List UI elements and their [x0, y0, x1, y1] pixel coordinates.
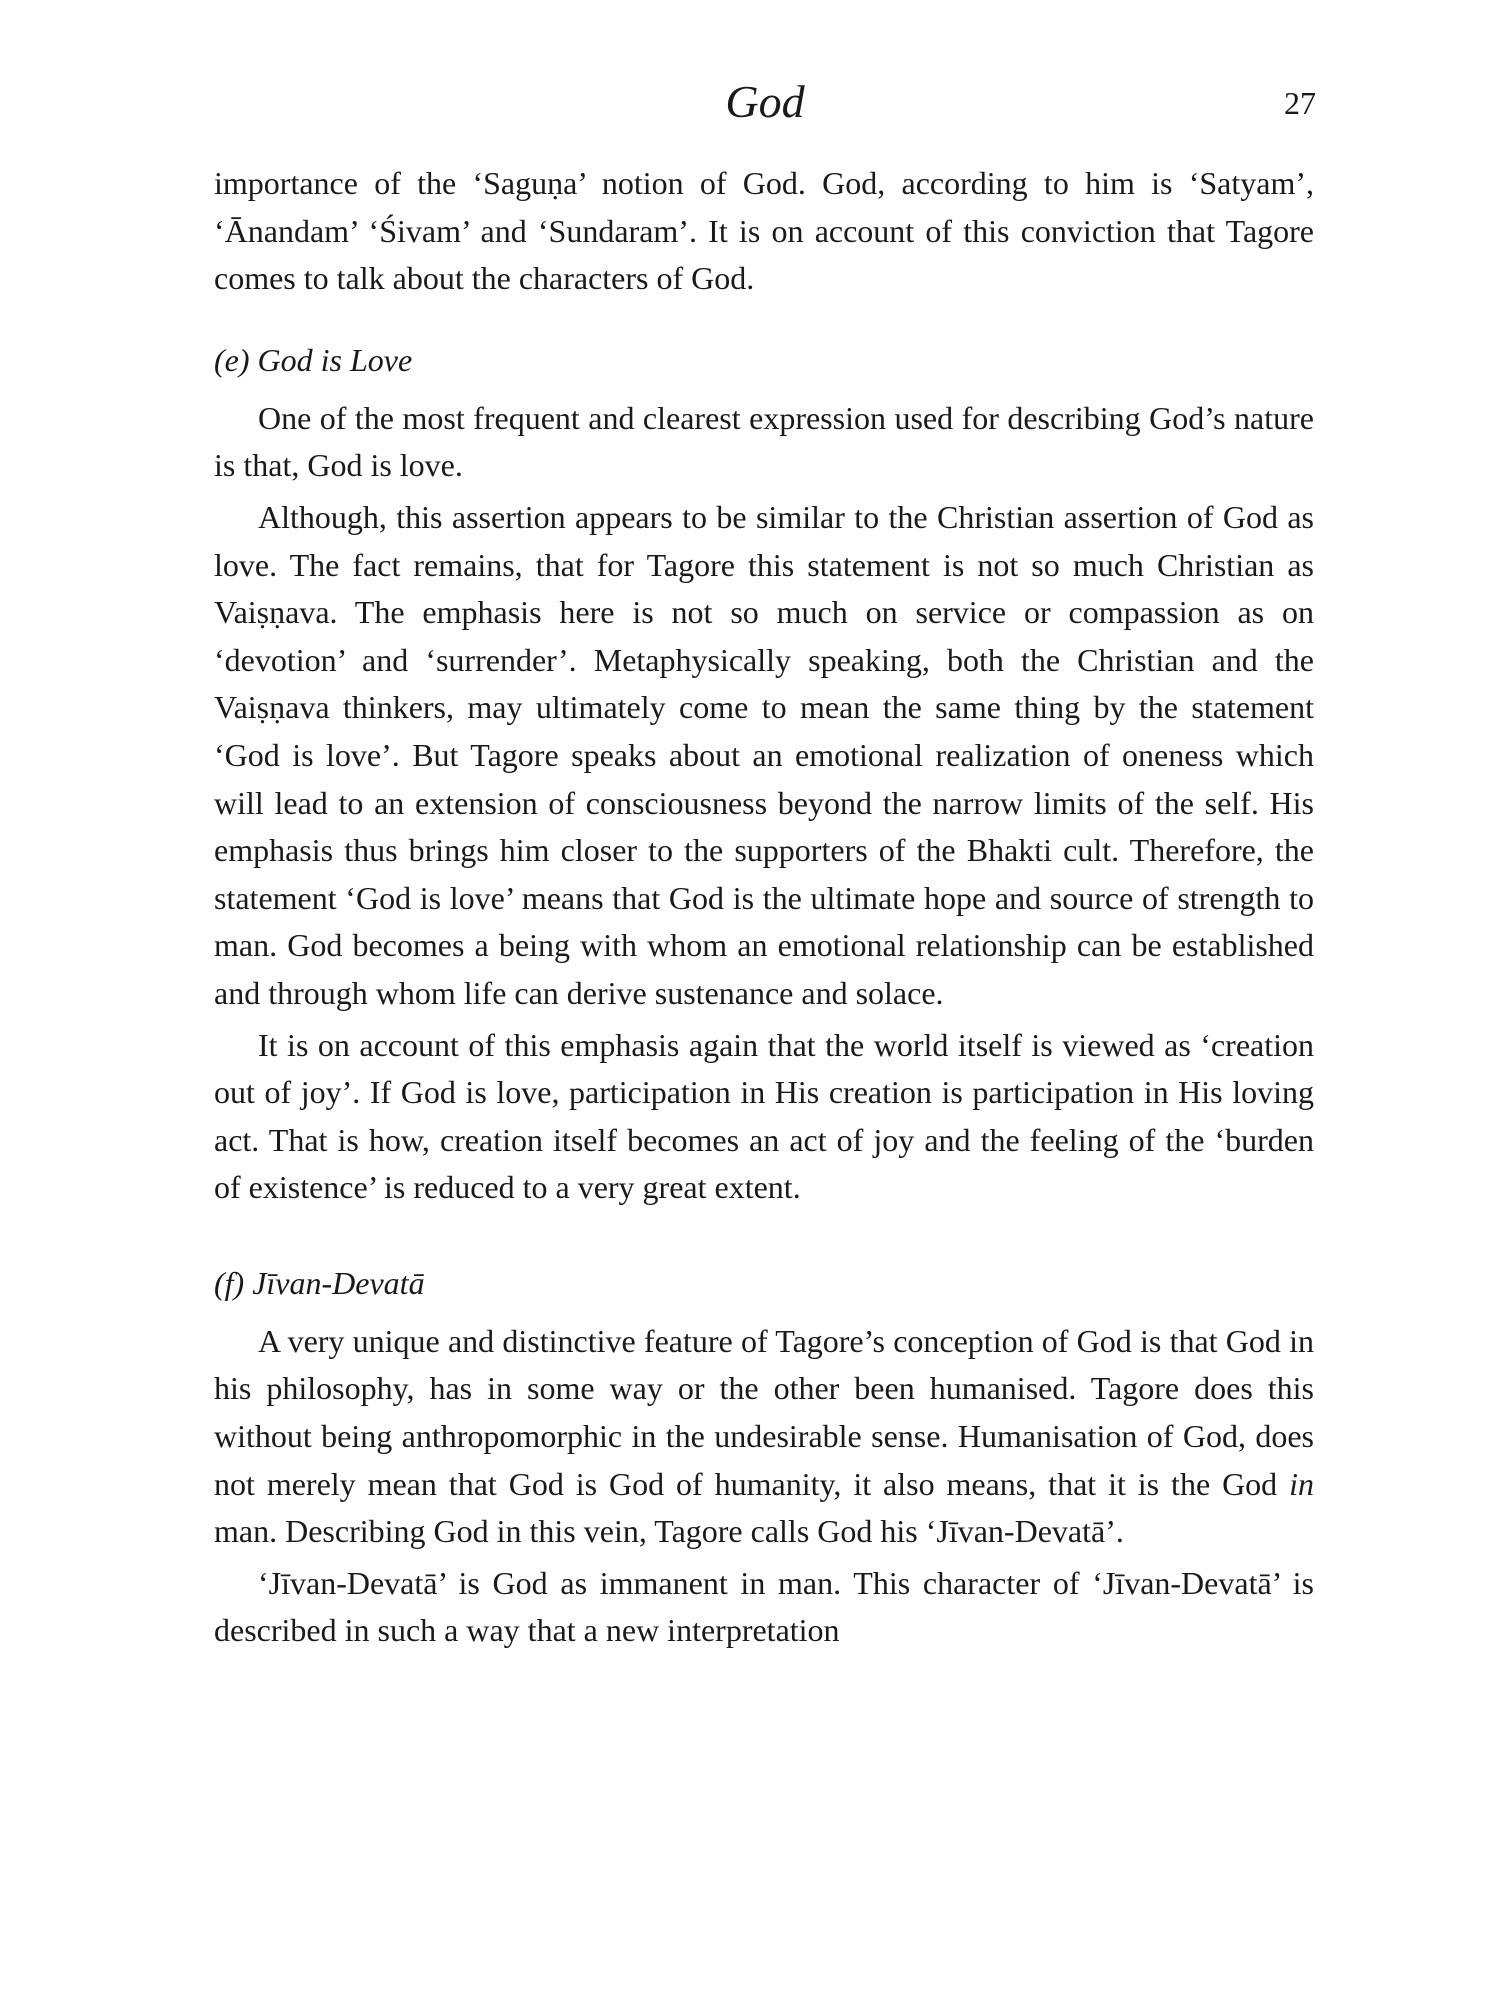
paragraph: Although, this assertion appears to be similar to the Christian assertion of God as love. The fact remains, that for Tagore this statement is not so much Christian as Vaiṣṇava. The emphasis here is not so much on service or compassion as on ‘devotion’ and ‘surrender’. Metaphysically speaking, both the Christian and the Vaiṣṇava thinkers, may ultimately come to mean the same thing by the statement ‘God is love’. But Tagore speaks about an emotional realization of oneness which will lead to an extension of consciousness beyond the narrow limits of the self. His emphasis thus brings him closer to the supporters of the Bhakti cult. Therefore, the statement ‘God is love’ means that God is the ultimate hope and source of strength to man. God becomes a being with whom an emotional relationship can be established and through whom life can derive sustenance and solace.	[214, 498, 1314, 1011]
running-title: God	[725, 76, 805, 127]
running-head	[0, 72, 1500, 132]
page-number: 27	[1284, 85, 1316, 121]
section-heading-e: (e) God is Love	[214, 341, 413, 378]
paragraph: ‘Jīvan-Devatā’ is God as immanent in man. This character of ‘Jīvan-Devatā’ is described in such a way that a new interpretation	[214, 1564, 1314, 1649]
paragraph: One of the most frequent and clearest expression used for describing God’s nature is that, God is love.	[214, 399, 1314, 484]
body-text	[214, 160, 1314, 1659]
paragraph-text: man. Describing God in this vein, Tagore calls God his ‘Jīvan-Devatā’.	[214, 1513, 1124, 1550]
paragraph-continued: importance of the ‘Saguṇa’ notion of God. God, according to him is ‘Satyam’, ‘Ānandam’ ‘Śivam’ and ‘Sundaram’. It is on account of this conviction that Tagore comes to talk about the characters of God.	[214, 165, 1314, 297]
section-heading-f: (f) Jīvan-Devatā	[214, 1264, 425, 1301]
paragraph: It is on account of this emphasis again that the world itself is viewed as ‘creation out of joy’. If God is love, participation in His creation is participation in His loving act. That is how, creation itself becomes an act of joy and the feeling of the ‘burden of existence’ is reduced to a very great extent.	[214, 1026, 1314, 1206]
paragraph	[214, 1318, 1314, 1556]
emphasis-in: in	[1289, 1465, 1314, 1502]
paragraph-text: A very unique and distinctive feature of Tagore’s conception of God is that God in his philosophy, has in some way or the other been humanised. Tagore does this without being anthropomorphic in the undesirable sense. Humanisation of God, does not merely mean that God is God of humanity, it also means, that it is the God	[214, 1322, 1314, 1502]
